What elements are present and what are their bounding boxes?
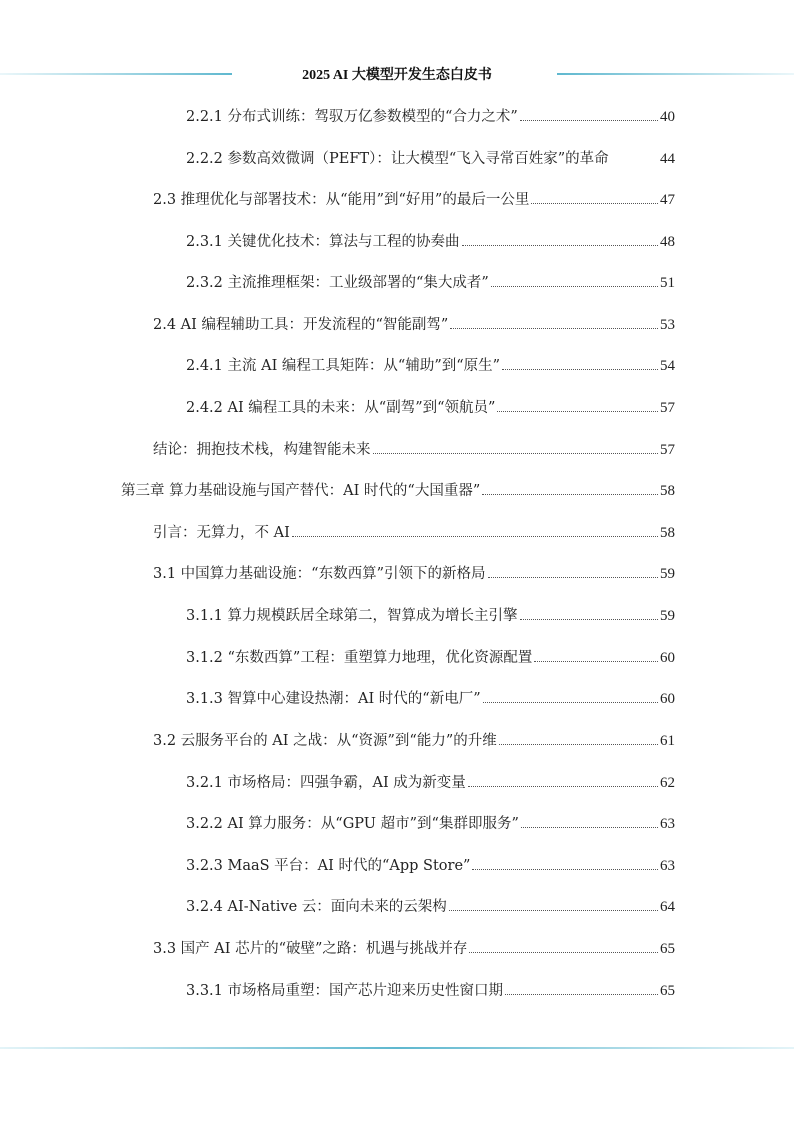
toc-entry-title: 引言：无算力，不 AI (153, 525, 290, 541)
toc-entry[interactable] (186, 273, 675, 293)
footer-rule (0, 1047, 794, 1049)
toc-entry-title: 3.2.2 AI 算力服务：从“GPU 超市”到“集群即服务” (186, 816, 519, 832)
toc-dot-leader (502, 356, 658, 370)
toc-page-number: 64 (660, 899, 675, 915)
toc-entry-title: 第三章 算力基础设施与国产替代：AI 时代的“大国重器” (121, 483, 481, 499)
toc-dot-leader (482, 481, 658, 495)
toc-entry[interactable] (186, 149, 675, 169)
toc-dot-leader (469, 939, 658, 953)
toc-page-number: 58 (660, 525, 675, 541)
toc-entry[interactable] (186, 398, 675, 418)
toc-page-number: 57 (660, 442, 675, 458)
toc-page-number: 44 (660, 151, 675, 167)
toc-dot-leader (292, 523, 658, 537)
toc-entry-title: 2.4.1 主流 AI 编程工具矩阵：从“辅助”到“原生” (186, 358, 501, 374)
toc-entry-title: 3.2 云服务平台的 AI 之战：从“资源”到“能力”的升维 (153, 733, 497, 749)
toc-page-number: 40 (660, 109, 675, 125)
toc-dot-leader (491, 273, 658, 287)
toc-entry-title: 2.4.2 AI 编程工具的未来：从“副驾”到“领航员” (186, 400, 496, 416)
toc-entry-title: 2.4 AI 编程辅助工具：开发流程的“智能副驾” (153, 317, 449, 333)
toc-page-number: 60 (660, 650, 675, 666)
toc-entry[interactable] (186, 606, 675, 626)
toc-dot-leader (488, 564, 659, 578)
toc-dot-leader (499, 731, 658, 745)
toc-dot-leader (450, 315, 658, 329)
toc-entry[interactable] (186, 814, 675, 834)
toc-page-number: 63 (660, 858, 675, 874)
toc-entry[interactable] (186, 689, 675, 709)
toc-entry-title: 3.2.4 AI-Native 云：面向未来的云架构 (186, 899, 447, 915)
toc-entry[interactable] (153, 190, 675, 210)
toc-dot-leader (373, 440, 659, 454)
toc-entry[interactable] (186, 773, 675, 793)
toc-entry[interactable] (153, 440, 675, 460)
toc-entry[interactable] (186, 981, 675, 1001)
toc-page-number: 59 (660, 608, 675, 624)
toc-page-number: 65 (660, 983, 675, 999)
toc-page-number: 63 (660, 816, 675, 832)
toc-entry-title: 3.2.3 MaaS 平台：AI 时代的“App Store” (186, 858, 471, 874)
toc-entry-title: 3.1 中国算力基础设施：“东数西算”引领下的新格局 (153, 566, 486, 582)
toc-page-number: 54 (660, 358, 675, 374)
toc-entry-title: 3.1.2 “东数西算”工程：重塑算力地理，优化资源配置 (186, 650, 533, 666)
toc-dot-leader (483, 689, 658, 703)
toc-entry[interactable] (153, 523, 675, 543)
toc-dot-leader (468, 773, 658, 787)
toc-page-number: 59 (660, 566, 675, 582)
toc-dot-leader (497, 398, 658, 412)
toc-entry-title: 3.1.1 算力规模跃居全球第二，智算成为增长主引擎 (186, 608, 518, 624)
toc-entry-title: 2.3 推理优化与部署技术：从“能用”到“好用”的最后一公里 (153, 192, 530, 208)
toc-entry[interactable] (153, 939, 675, 959)
toc-dot-leader (534, 648, 658, 662)
toc-page-number: 60 (660, 691, 675, 707)
toc-entry[interactable] (186, 648, 675, 668)
toc-page-number: 58 (660, 483, 675, 499)
toc-entry-title: 3.3 国产 AI 芯片的“破壁”之路：机遇与挑战并存 (153, 941, 468, 957)
toc-dot-leader (520, 107, 658, 121)
toc-entry[interactable] (186, 856, 675, 876)
toc-page-number: 47 (660, 192, 675, 208)
toc-entry-title: 2.2.2 参数高效微调（PEFT）：让大模型“飞入寻常百姓家”的革命 (186, 151, 609, 167)
toc-dot-leader (531, 190, 658, 204)
toc-dot-leader (609, 150, 660, 163)
toc-page-number: 53 (660, 317, 675, 333)
toc-entry-title: 3.1.3 智算中心建设热潮：AI 时代的“新电厂” (186, 691, 481, 707)
toc-dot-leader (462, 232, 658, 246)
toc-entry[interactable] (186, 356, 675, 376)
page-header-title: 2025 AI 大模型开发生态白皮书 (302, 68, 492, 83)
toc-entry[interactable] (186, 897, 675, 917)
toc-entry-title: 2.2.1 分布式训练：驾驭万亿参数模型的“合力之术” (186, 109, 518, 125)
toc-entry[interactable] (153, 731, 675, 751)
toc-dot-leader (505, 981, 658, 995)
toc-entry[interactable] (186, 107, 675, 127)
toc-page-number: 57 (660, 400, 675, 416)
toc-entry-title: 3.2.1 市场格局：四强争霸，AI 成为新变量 (186, 775, 466, 791)
toc-dot-leader (520, 606, 658, 620)
toc-page-number: 51 (660, 275, 675, 291)
toc-dot-leader (449, 897, 658, 911)
toc-page-number: 61 (660, 733, 675, 749)
toc-entry[interactable] (153, 564, 675, 584)
toc-entry-title: 2.3.1 关键优化技术：算法与工程的协奏曲 (186, 234, 460, 250)
toc-entry-title: 3.3.1 市场格局重塑：国产芯片迎来历史性窗口期 (186, 983, 504, 999)
header-rule-right (557, 73, 794, 75)
toc-entry[interactable] (121, 481, 675, 501)
toc-entry[interactable] (153, 315, 675, 335)
toc-dot-leader (521, 814, 658, 828)
toc-page-number: 62 (660, 775, 675, 791)
toc-entry-title: 结论：拥抱技术栈，构建智能未来 (153, 442, 371, 458)
toc-page-number: 48 (660, 234, 675, 250)
toc-entry[interactable] (186, 232, 675, 252)
toc-entry-title: 2.3.2 主流推理框架：工业级部署的“集大成者” (186, 275, 489, 291)
toc-page-number: 65 (660, 941, 675, 957)
toc-dot-leader (472, 856, 658, 870)
